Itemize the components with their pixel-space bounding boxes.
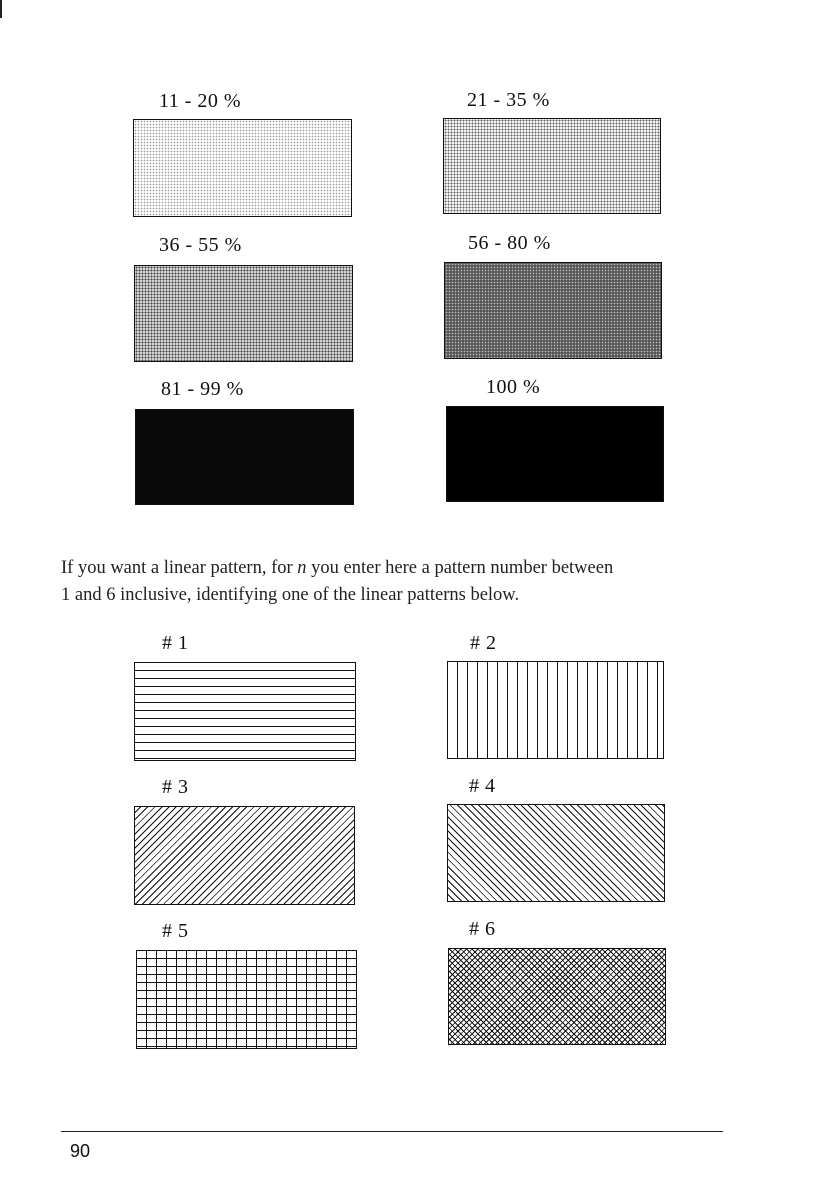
footer-rule — [61, 1131, 723, 1132]
page-number: 90 — [70, 1141, 91, 1161]
pattern-sample-2 — [447, 661, 664, 759]
paragraph-text-end: you enter here a pattern number between — [306, 558, 614, 578]
pattern-label-2: # 2 — [470, 632, 497, 654]
shading-sample-3 — [134, 265, 353, 362]
shading-label-3: 36 - 55 % — [159, 234, 242, 256]
body-paragraph — [61, 555, 741, 609]
shading-label-4: 56 - 80 % — [468, 232, 551, 254]
shading-sample-4 — [444, 262, 662, 359]
shading-sample-1 — [133, 119, 352, 217]
paragraph-variable: n — [297, 558, 307, 578]
pattern-sample-1 — [134, 662, 356, 761]
pattern-sample-5 — [136, 950, 357, 1049]
shading-sample-2 — [443, 118, 661, 214]
shading-sample-5 — [135, 409, 354, 505]
shading-label-6: 100 % — [486, 376, 541, 398]
pattern-sample-4 — [447, 804, 665, 902]
shading-label-2: 21 - 35 % — [467, 89, 550, 111]
pattern-sample-3 — [134, 806, 355, 905]
paragraph-text-start: If you want a linear pattern, for — [61, 558, 298, 578]
pattern-label-5: # 5 — [162, 920, 189, 942]
shading-label-5: 81 - 99 % — [161, 378, 244, 400]
shading-sample-6 — [446, 406, 664, 502]
shading-label-1: 11 - 20 % — [159, 90, 242, 112]
pattern-sample-6 — [448, 948, 666, 1045]
pattern-label-1: # 1 — [162, 632, 189, 654]
paragraph-line-2: 1 and 6 inclusive, identifying one of the linear patterns below. — [61, 585, 520, 605]
pattern-label-4: # 4 — [469, 775, 496, 797]
page-edge-mark — [0, 0, 2, 18]
pattern-label-3: # 3 — [162, 776, 189, 798]
pattern-label-6: # 6 — [469, 918, 496, 940]
